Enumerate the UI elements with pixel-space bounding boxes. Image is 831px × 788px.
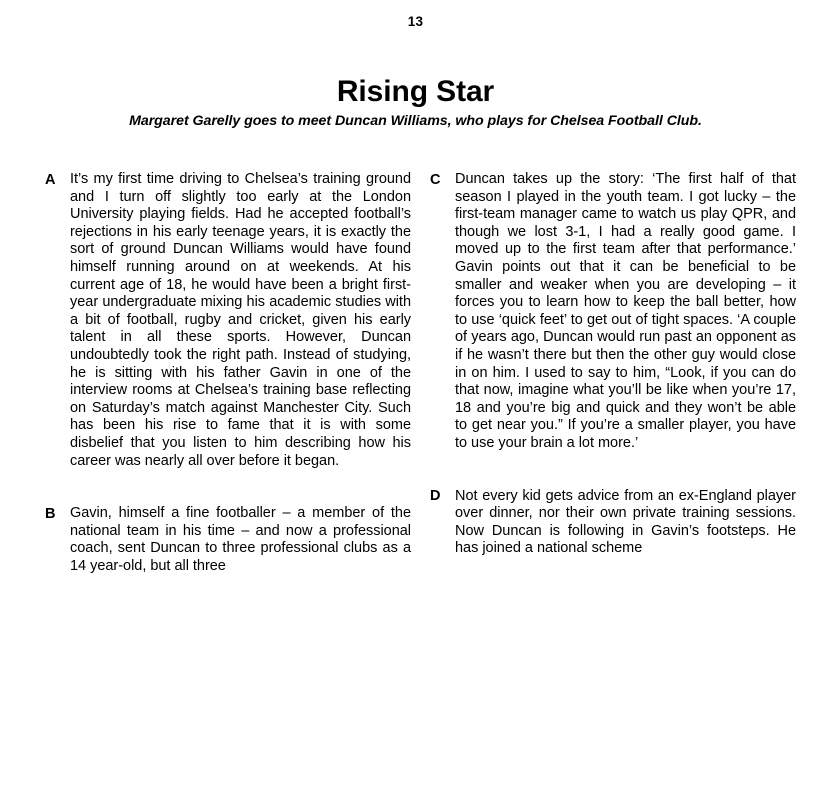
page-title: Rising Star bbox=[336, 75, 495, 109]
column-right bbox=[430, 171, 796, 558]
paragraph-text-b: Gavin, himself a fine footballer – a member of the national team in his time – and now a professional coach, sent Duncan to three professional clubs as a 14 year-old, but all three bbox=[70, 505, 411, 574]
paragraph-text-c: Duncan takes up the story: ‘The first half of that season I played in the youth team. I got lucky – the first-team manager came to watch us play QPR, and though we lost 3-1, I had a really good game. I moved up to the first team after that performance.’ Gavin points out that it can be beneficial to be smaller and weaker when you are developing – it forces you to learn how to keep the ball better, how to use ‘quick feet’ to get out of tight spaces. ‘A couple of years ago, Duncan would run past an opponent as if he wasn’t there but then the other guy would close in on him. I used to say to him, “Look, if you can do that now, imagine what you’ll be like when you’re 17, 18 and you’re big and quick and they won’t be able to get near you.” If you’re a smaller player, you have to use your brain a lot more.’ bbox=[455, 171, 796, 451]
paragraph-a bbox=[45, 171, 411, 470]
paragraph-marker-b: B bbox=[45, 505, 56, 522]
paragraph-text-d: Not every kid gets advice from an ex-England player over dinner, nor their own private training sessions. Now Duncan is following in Gavin’s footsteps. He has joined a national scheme bbox=[455, 487, 796, 557]
paragraph-marker-d: D bbox=[430, 488, 441, 504]
article-standfirst: Margaret Garelly goes to meet Duncan Williams, who plays for Chelsea Football Club. bbox=[129, 113, 702, 129]
paragraph-c bbox=[430, 171, 796, 453]
paragraph-marker-a: A bbox=[45, 171, 56, 188]
article-body bbox=[45, 171, 796, 575]
paragraph-text-a: It’s my first time driving to Chelsea’s training ground and I turn off slightly too early at the London University playing fields. Had he accepted football’s rejections in his early teenage years, it is exactly the sort of ground Duncan Williams would have found himself running around on at weekends. At his current age of 18, he would have been a bright first-year undergraduate mixing his academic studies with a bit of football, rugby and cricket, given his early talent in all these sports. However, Duncan undoubtedly took the right path. Instead of studying, he is sitting with his father Gavin in one of the interview rooms at Chelsea’s training base reflecting on Saturday’s match against Manchester City. Such has been his rise to fame that it is with some disbelief that you listen to him describing how his career was nearly all over before it began. bbox=[70, 171, 411, 469]
page-number: 13 bbox=[407, 14, 424, 29]
paragraph-d bbox=[430, 488, 796, 558]
paragraph-marker-c: C bbox=[430, 171, 441, 188]
paragraph-b bbox=[45, 505, 411, 575]
column-left bbox=[45, 171, 411, 575]
